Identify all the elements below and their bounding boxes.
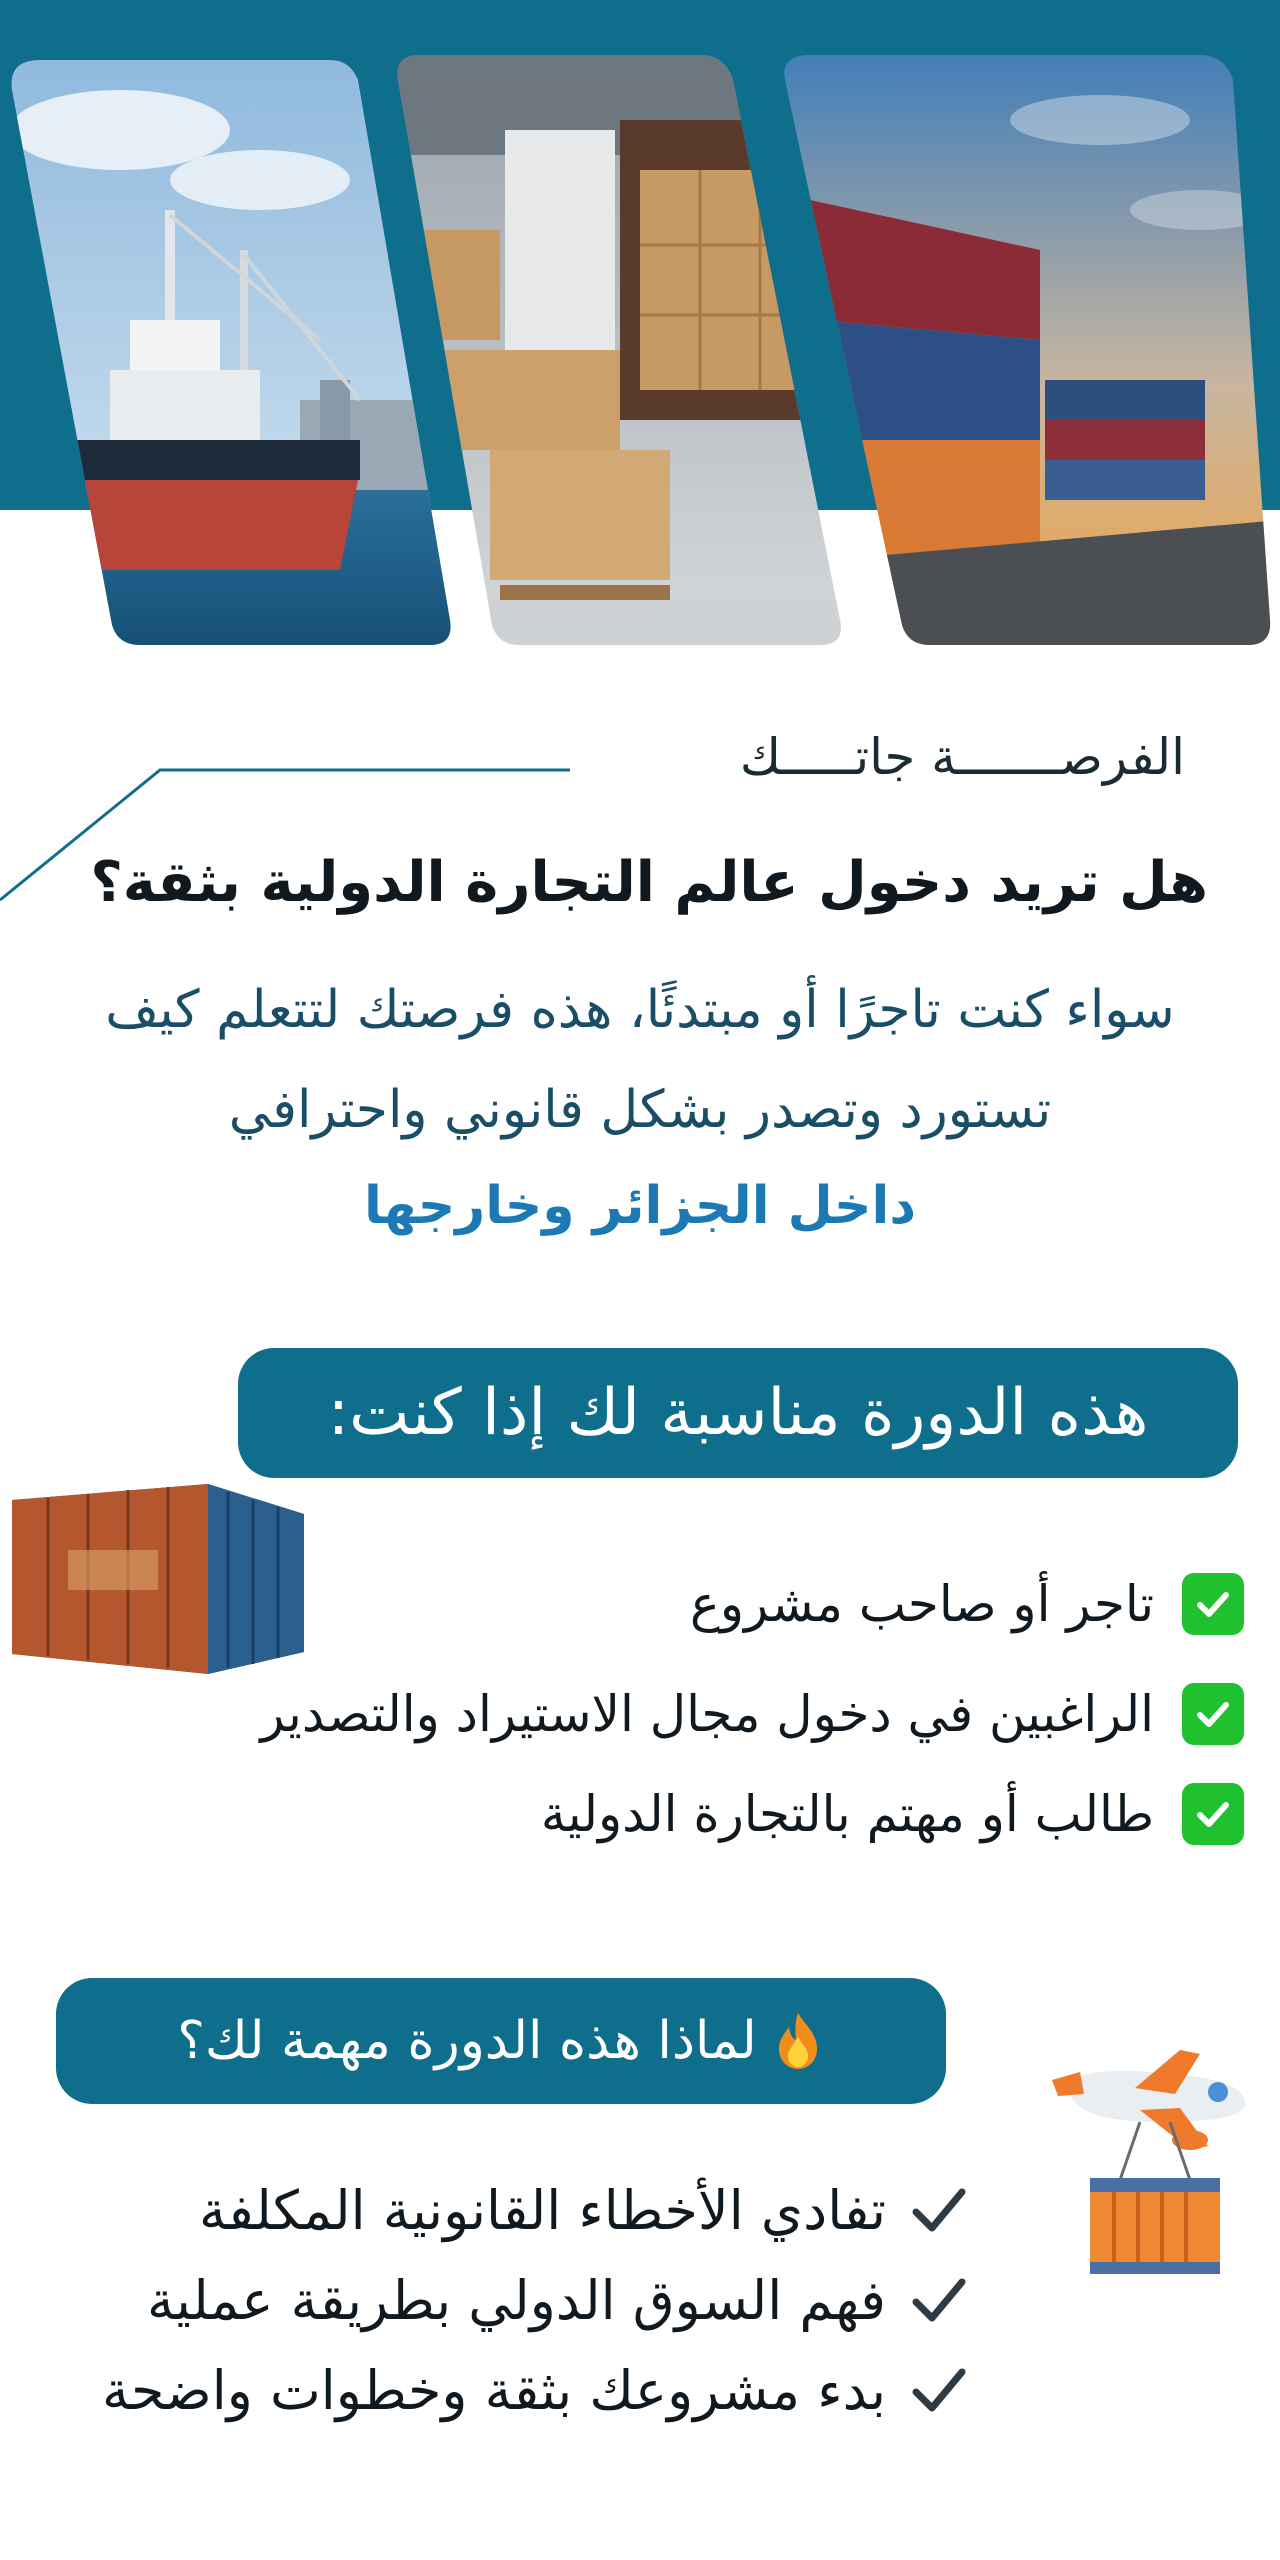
tick-icon — [906, 2268, 970, 2332]
check-icon — [1182, 1783, 1244, 1845]
importance-item-label: بدء مشروعك بثقة وخطوات واضحة — [102, 2358, 886, 2422]
intro-highlight: داخل الجزائر وخارجها — [363, 1176, 917, 1236]
audience-item-label: تاجر أو صاحب مشروع — [689, 1575, 1154, 1633]
audience-item-label: الراغبين في دخول مجال الاستيراد والتصدير — [260, 1685, 1154, 1743]
cargo-plane-icon — [1040, 2050, 1270, 2290]
tick-icon — [906, 2178, 970, 2242]
importance-item — [199, 2178, 970, 2242]
intro-line-1: سواء كنت تاجرًا أو مبتدئًا، هذه فرصتك لتتعلم كيف — [105, 980, 1175, 1040]
importance-item — [147, 2268, 970, 2332]
importance-title-pill — [56, 1978, 946, 2104]
hero-photos — [0, 0, 1280, 700]
main-question: هل تريد دخول عالم التجارة الدولية بثقة؟ — [90, 850, 1208, 915]
warehouse-photo — [380, 45, 860, 665]
shipping-container-icon — [8, 1480, 308, 1680]
audience-title: هذه الدورة مناسبة لك إذا كنت: — [327, 1376, 1149, 1450]
ship-photo — [0, 50, 470, 660]
importance-item-label: تفادي الأخطاء القانونية المكلفة — [199, 2178, 886, 2242]
check-icon — [1182, 1683, 1244, 1745]
container-yard-photo — [770, 45, 1280, 665]
fire-icon — [771, 2011, 825, 2071]
tagline: الفرصـــــــة جاتـــــك — [739, 728, 1185, 786]
audience-item-label: طالب أو مهتم بالتجارة الدولية — [540, 1785, 1154, 1843]
check-icon — [1182, 1573, 1244, 1635]
audience-item — [260, 1683, 1244, 1745]
importance-item-label: فهم السوق الدولي بطريقة عملية — [146, 2268, 886, 2332]
audience-item — [541, 1783, 1244, 1845]
intro-line-2: تستورد وتصدر بشكل قانوني واحترافي — [228, 1080, 1052, 1140]
audience-item — [690, 1573, 1244, 1635]
hero-banner — [0, 0, 1280, 700]
tick-icon — [906, 2358, 970, 2422]
audience-title-pill — [238, 1348, 1238, 1478]
importance-title: لماذا هذه الدورة مهمة لك؟ — [177, 2011, 757, 2071]
importance-item — [102, 2358, 970, 2422]
